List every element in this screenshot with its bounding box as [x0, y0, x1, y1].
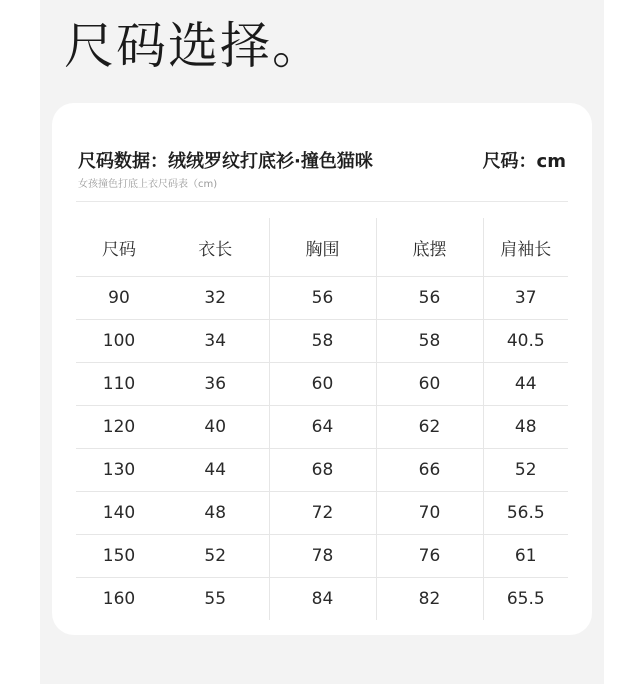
table-cell: 61: [483, 535, 568, 578]
table-cell: 40: [162, 406, 269, 449]
table-cell: 37: [483, 277, 568, 320]
table-cell: 48: [483, 406, 568, 449]
table-cell: 130: [76, 449, 162, 492]
table-cell: 44: [162, 449, 269, 492]
table-cell: 90: [76, 277, 162, 320]
table-cell: 34: [162, 320, 269, 363]
table-cell: 55: [162, 578, 269, 621]
table-cell: 64: [269, 406, 376, 449]
table-row: [76, 535, 568, 578]
card-header: [78, 147, 566, 207]
table-cell: 110: [76, 363, 162, 406]
table-cell: 44: [483, 363, 568, 406]
size-chart-subtitle: 女孩撞色打底上衣尺码表（cm): [78, 179, 218, 190]
table-cell: 58: [269, 320, 376, 363]
column-header-chest: 胸围: [269, 218, 376, 277]
column-header-length: 衣长: [162, 218, 269, 277]
table-row: [76, 277, 568, 320]
table-cell: 52: [483, 449, 568, 492]
size-chart-title: 尺码数据：绒绒罗纹打底衫·撞色猫咪: [78, 151, 373, 172]
table-cell: 62: [376, 406, 483, 449]
table-body: [76, 277, 568, 621]
table-row: [76, 320, 568, 363]
column-header-hem: 底摆: [376, 218, 483, 277]
table-row: [76, 406, 568, 449]
table-cell: 84: [269, 578, 376, 621]
table-cell: 100: [76, 320, 162, 363]
table-cell: 36: [162, 363, 269, 406]
table-cell: 66: [376, 449, 483, 492]
unit-label: 尺码：cm: [482, 151, 566, 172]
table-row: [76, 449, 568, 492]
table-cell: 70: [376, 492, 483, 535]
table-cell: 68: [269, 449, 376, 492]
table-cell: 52: [162, 535, 269, 578]
table-cell: 78: [269, 535, 376, 578]
size-chart-card: [52, 103, 592, 635]
column-header-size: 尺码: [102, 239, 136, 260]
table-cell: 32: [162, 277, 269, 320]
table-cell: 160: [76, 578, 162, 621]
table-cell: 56: [376, 277, 483, 320]
table-cell: 48: [162, 492, 269, 535]
table-cell: 40.5: [483, 320, 568, 363]
table-cell: 72: [269, 492, 376, 535]
table-cell: 140: [76, 492, 162, 535]
column-header-shoulder-sleeve: 肩袖长: [500, 239, 552, 260]
table-cell: 82: [376, 578, 483, 621]
table-cell: 60: [269, 363, 376, 406]
table-cell: 56.5: [483, 492, 568, 535]
table-cell: 58: [376, 320, 483, 363]
header-divider: [76, 201, 568, 202]
table-cell: 65.5: [483, 578, 568, 621]
size-table: [76, 218, 568, 620]
table-cell: 120: [76, 406, 162, 449]
table-row: [76, 578, 568, 621]
table-cell: 150: [76, 535, 162, 578]
table-row: [76, 492, 568, 535]
page-title: 尺码选择。: [64, 17, 324, 75]
table-cell: 56: [269, 277, 376, 320]
table-row: [76, 363, 568, 406]
table-header-row: [76, 218, 568, 277]
table-cell: 60: [376, 363, 483, 406]
table-cell: 76: [376, 535, 483, 578]
